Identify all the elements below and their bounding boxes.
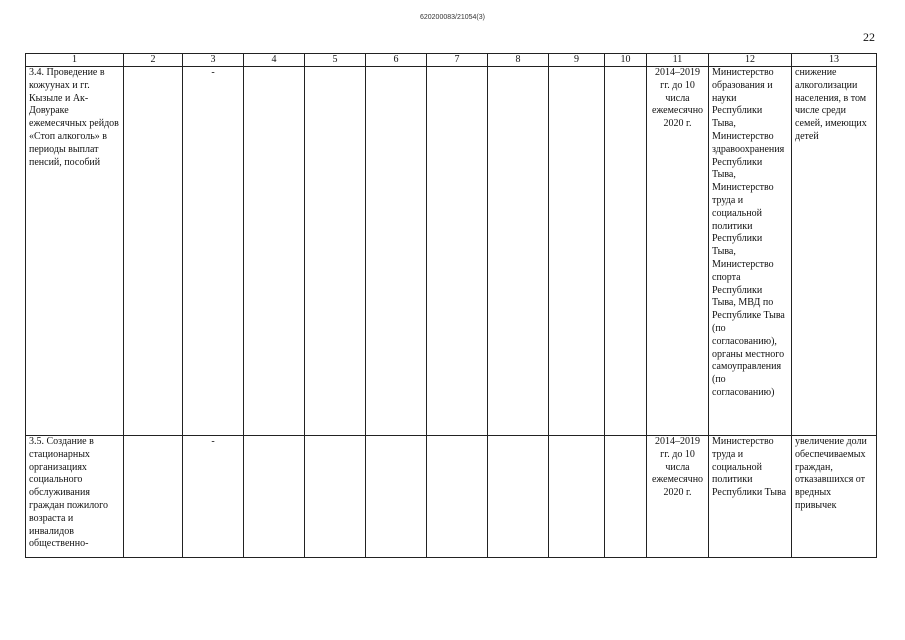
column-header: 7 bbox=[427, 54, 488, 67]
table-row bbox=[26, 436, 877, 558]
column-header: 13 bbox=[792, 54, 877, 67]
header-row bbox=[26, 54, 877, 67]
result-cell: снижение алкоголизации населения, в том числе среди семей, имеющих детей bbox=[792, 67, 877, 436]
empty-cell bbox=[124, 67, 183, 436]
program-table bbox=[25, 53, 877, 558]
column-header: 5 bbox=[305, 54, 366, 67]
empty-cell bbox=[366, 436, 427, 558]
empty-cell bbox=[488, 67, 549, 436]
document-code: 620200083/21054(3) bbox=[419, 14, 485, 21]
column-header: 2 bbox=[124, 54, 183, 67]
empty-cell bbox=[124, 436, 183, 558]
column-header: 12 bbox=[709, 54, 792, 67]
empty-cell bbox=[366, 67, 427, 436]
dash-cell: - bbox=[183, 67, 244, 436]
column-header: 6 bbox=[366, 54, 427, 67]
empty-cell bbox=[244, 67, 305, 436]
period-cell: 2014–2019 гг. до 10 числа ежемесячно 2020 г. bbox=[647, 436, 709, 558]
page-number: 22 bbox=[863, 30, 875, 44]
responsible-cell: Министерство образования и науки Республики Тыва, Министерство здравоохранения Республики Тыва, Министерство труда и социальной политики Республики Тыва, Министерство спорта Республики Тыва, МВД по Республике Тыва (по согласованию), органы местного самоуправления (по согласованию) bbox=[709, 67, 792, 436]
empty-cell bbox=[244, 436, 305, 558]
column-header: 8 bbox=[488, 54, 549, 67]
column-header: 1 bbox=[26, 54, 124, 67]
activity-cell: 3.5. Создание в стационарных организациях социального обслуживания граждан пожилого возраста и инвалидов общественно- bbox=[26, 436, 124, 558]
activity-cell: 3.4. Проведение в кожуунах и гг. Кызыле и Ак-Довураке ежемесячных рейдов «Стоп алкоголь» в периоды выплат пенсий, пособий bbox=[26, 67, 124, 436]
empty-cell bbox=[305, 67, 366, 436]
empty-cell bbox=[488, 436, 549, 558]
result-cell: увеличение доли обеспечиваемых граждан, отказавшихся от вредных привычек bbox=[792, 436, 877, 558]
period-cell: 2014–2019 гг. до 10 числа ежемесячно 2020 г. bbox=[647, 67, 709, 436]
empty-cell bbox=[427, 436, 488, 558]
responsible-cell: Министерство труда и социальной политики Республики Тыва bbox=[709, 436, 792, 558]
column-header: 9 bbox=[549, 54, 605, 67]
empty-cell bbox=[305, 436, 366, 558]
empty-cell bbox=[427, 67, 488, 436]
column-header: 11 bbox=[647, 54, 709, 67]
empty-cell bbox=[605, 67, 647, 436]
column-header: 3 bbox=[183, 54, 244, 67]
column-header: 10 bbox=[605, 54, 647, 67]
empty-cell bbox=[605, 436, 647, 558]
dash-cell: - bbox=[183, 436, 244, 558]
table-row bbox=[26, 67, 877, 436]
empty-cell bbox=[549, 67, 605, 436]
empty-cell bbox=[549, 436, 605, 558]
column-header: 4 bbox=[244, 54, 305, 67]
